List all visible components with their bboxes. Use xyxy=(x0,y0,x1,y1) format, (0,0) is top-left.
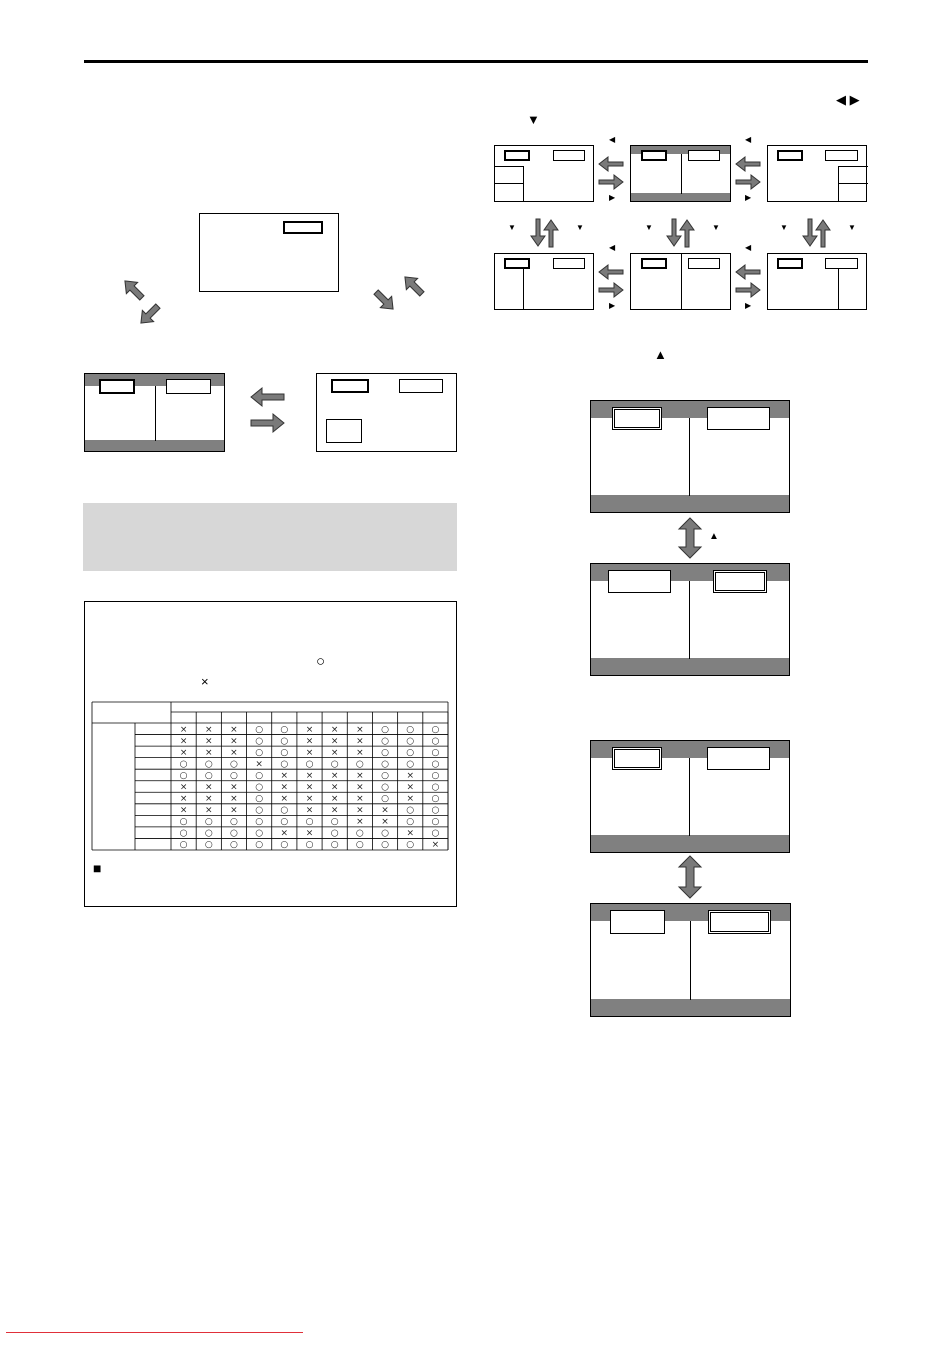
table-cell: ○ xyxy=(230,759,238,770)
table-cell: ○ xyxy=(280,805,289,816)
table-cell: ○ xyxy=(255,828,264,839)
screen-label-box xyxy=(399,379,443,393)
table-cell: ○ xyxy=(406,805,415,816)
table-cell: ○ xyxy=(204,817,213,828)
table-cell: ○ xyxy=(204,840,213,851)
table-cell: × xyxy=(179,805,188,816)
table-cell: × xyxy=(431,840,440,851)
screen-label-box xyxy=(641,150,667,161)
table-cell: ○ xyxy=(431,770,440,781)
table-cell: × xyxy=(230,747,238,758)
table-cell: ○ xyxy=(255,794,264,805)
screen-label-box-selected xyxy=(713,570,767,593)
table-cell: ○ xyxy=(406,817,415,828)
screen-label-box xyxy=(504,150,530,161)
table-cell: × xyxy=(305,770,314,781)
table-cell: ○ xyxy=(255,782,264,793)
screen-label-box xyxy=(777,258,803,269)
table-cell: × xyxy=(204,747,213,758)
table-cell: × xyxy=(179,782,188,793)
small-down-marker: ▼ xyxy=(645,223,653,232)
screen-label-box xyxy=(825,258,858,269)
table-cell: ○ xyxy=(280,724,289,735)
small-right-marker: ▶ xyxy=(609,193,616,202)
table-cell: ○ xyxy=(280,747,289,758)
table-cell: × xyxy=(305,782,314,793)
table-cell: ○ xyxy=(431,736,440,747)
table-cell: × xyxy=(230,805,238,816)
cycle-screen-4 xyxy=(494,253,594,310)
screen-label-box xyxy=(707,407,770,430)
table-cell: ○ xyxy=(179,840,188,851)
table-cell: × xyxy=(330,747,339,758)
table-cell: × xyxy=(204,724,213,735)
cross-mark-legend: × xyxy=(201,674,209,689)
table-cell: × xyxy=(204,805,213,816)
screen-label-box xyxy=(504,258,530,269)
small-right-marker: ▶ xyxy=(745,193,752,202)
screen-divider xyxy=(155,386,156,441)
screen-divider xyxy=(838,166,868,167)
screen-divider xyxy=(495,166,523,167)
swap-screen-4 xyxy=(590,903,791,1017)
table-cell: ○ xyxy=(431,759,440,770)
table-cell: × xyxy=(356,782,364,793)
down-arrow-icon: ▼ xyxy=(527,112,540,127)
small-down-marker: ▼ xyxy=(712,223,720,232)
table-cell: ○ xyxy=(179,770,188,781)
table-cell: × xyxy=(305,724,314,735)
square-bullet-icon: ■ xyxy=(93,860,102,876)
table-cell: ○ xyxy=(330,840,339,851)
cycle-arrows-h-3-icon xyxy=(598,262,626,300)
table-cell: × xyxy=(356,724,364,735)
small-left-marker: ◀ xyxy=(609,135,616,144)
table-cell: ○ xyxy=(355,840,364,851)
table-cell: ○ xyxy=(230,840,238,851)
table-cell: × xyxy=(280,782,289,793)
table-cell: ○ xyxy=(255,724,264,735)
table-cell: ○ xyxy=(280,840,289,851)
table-cell: × xyxy=(330,736,339,747)
table-cell: ○ xyxy=(305,840,314,851)
screen-split-left xyxy=(84,373,225,452)
screen-label-box xyxy=(688,150,720,161)
table-cell: ○ xyxy=(255,840,264,851)
header-rule xyxy=(84,60,868,63)
table-cell: ○ xyxy=(381,840,389,851)
table-cell: × xyxy=(204,794,213,805)
small-right-marker: ▶ xyxy=(609,301,616,310)
table-cell: ○ xyxy=(406,747,415,758)
table-cell: × xyxy=(406,828,415,839)
screen-divider xyxy=(838,269,839,310)
table-cell: × xyxy=(330,782,339,793)
swap-screen-3 xyxy=(590,740,790,853)
table-cell: ○ xyxy=(305,817,314,828)
table-cell: ○ xyxy=(255,805,264,816)
table-cell: × xyxy=(356,736,364,747)
cycle-screen-5 xyxy=(630,253,731,310)
table-cell: × xyxy=(381,805,389,816)
table-cell: ○ xyxy=(406,840,415,851)
small-left-marker: ◀ xyxy=(745,135,752,144)
screen-label-box xyxy=(825,150,858,161)
table-cell: ○ xyxy=(230,770,238,781)
screen-divider xyxy=(689,418,690,496)
diagonal-arrows-right-icon xyxy=(372,270,428,318)
table-cell: ○ xyxy=(255,817,264,828)
up-arrow-icon: ▲ xyxy=(654,347,667,362)
screen-divider xyxy=(838,166,839,202)
screen-label-box xyxy=(707,747,770,770)
swap-screen-2 xyxy=(590,563,790,676)
table-cell: × xyxy=(305,794,314,805)
screen-label-box xyxy=(608,570,671,593)
table-cell: ○ xyxy=(381,724,389,735)
table-cell: × xyxy=(255,759,263,770)
cycle-arrows-h-1-icon xyxy=(598,154,626,192)
table-cell: ○ xyxy=(204,770,213,781)
table-cell: ○ xyxy=(179,817,188,828)
table-cell: ○ xyxy=(355,759,364,770)
horizontal-arrows-icon xyxy=(248,384,288,434)
table-cell: × xyxy=(179,736,188,747)
table-cell: ○ xyxy=(355,828,364,839)
table-cell: × xyxy=(230,724,238,735)
table-cell: ○ xyxy=(204,828,213,839)
table-cell: ○ xyxy=(406,736,415,747)
screen-divider xyxy=(690,921,691,1000)
table-cell: × xyxy=(305,736,314,747)
note-panel xyxy=(83,503,457,571)
table-cell: × xyxy=(230,736,238,747)
screen-label-box xyxy=(166,379,211,394)
screen-label-box xyxy=(283,221,323,234)
screen-bottom-bar xyxy=(591,999,790,1016)
table-cell: ○ xyxy=(381,782,389,793)
table-cell: ○ xyxy=(381,736,389,747)
table-cell: ○ xyxy=(431,782,440,793)
screen-divider xyxy=(689,581,690,659)
table-cell: × xyxy=(305,805,314,816)
table-cell: × xyxy=(356,817,364,828)
table-cell: ○ xyxy=(381,759,389,770)
screen-label-box-selected xyxy=(708,910,771,934)
table-cell: × xyxy=(356,747,364,758)
swap-arrows-1-icon xyxy=(675,517,705,559)
table-cell: × xyxy=(179,724,188,735)
screen-divider xyxy=(523,166,524,202)
table-cell: ○ xyxy=(431,828,440,839)
table-cell: × xyxy=(406,794,415,805)
table-cell: ○ xyxy=(431,794,440,805)
screen-label-box xyxy=(641,258,667,269)
circle-mark-legend: ○ xyxy=(316,653,326,670)
screen-label-box-selected xyxy=(612,747,662,770)
table-cell: × xyxy=(330,770,339,781)
screen-label-box xyxy=(777,150,803,161)
small-down-marker: ▼ xyxy=(576,223,584,232)
screen-bottom-bar xyxy=(631,193,730,201)
small-down-marker: ▼ xyxy=(508,223,516,232)
screen-pip xyxy=(316,373,457,452)
table-cell: ○ xyxy=(280,817,289,828)
cycle-arrows-v-2-icon xyxy=(663,218,699,248)
cycle-screen-6 xyxy=(767,253,867,310)
cycle-screen-3 xyxy=(767,145,867,202)
table-cell: ○ xyxy=(280,736,289,747)
screen-label-box xyxy=(99,379,135,394)
screen-bottom-bar xyxy=(591,658,789,675)
table-cell: × xyxy=(280,828,289,839)
table-cell: × xyxy=(356,805,364,816)
table-cell: × xyxy=(356,770,364,781)
screen-label-box-selected xyxy=(612,407,662,430)
table-cell: × xyxy=(179,747,188,758)
table-cell: ○ xyxy=(330,817,339,828)
table-cell: × xyxy=(280,770,289,781)
screen-single xyxy=(199,213,339,292)
table-cell: × xyxy=(230,794,238,805)
compatibility-table xyxy=(92,702,448,850)
table-cell: ○ xyxy=(230,817,238,828)
screen-label-box xyxy=(610,910,665,934)
cycle-screen-1 xyxy=(494,145,594,202)
screen-divider xyxy=(523,269,524,310)
table-cell: ○ xyxy=(179,828,188,839)
table-cell: × xyxy=(305,828,314,839)
left-right-arrows-icon: ◀ ▶ xyxy=(836,92,860,107)
footer-rule xyxy=(6,1332,303,1333)
table-cell: ○ xyxy=(406,724,415,735)
screen-divider xyxy=(495,183,523,184)
screen-divider xyxy=(681,154,682,194)
table-cell: × xyxy=(330,794,339,805)
table-cell: × xyxy=(179,794,188,805)
table-cell: × xyxy=(305,747,314,758)
small-left-marker: ◀ xyxy=(609,243,616,252)
table-cell: ○ xyxy=(255,747,264,758)
table-cell: × xyxy=(204,736,213,747)
swap-arrows-2-icon xyxy=(675,855,705,899)
table-cell: ○ xyxy=(431,817,440,828)
diagonal-arrows-left-icon xyxy=(118,272,168,332)
table-cell: ○ xyxy=(406,759,415,770)
swap-screen-1 xyxy=(590,400,790,513)
screen-bottom-bar xyxy=(591,495,789,512)
small-up-marker: ▲ xyxy=(709,531,719,542)
table-cell: ○ xyxy=(381,794,389,805)
cycle-arrows-h-2-icon xyxy=(735,154,763,192)
screen-label-box xyxy=(688,258,720,269)
table-cell: × xyxy=(280,794,289,805)
table-cell: ○ xyxy=(255,770,264,781)
table-cell: ○ xyxy=(381,828,389,839)
small-right-marker: ▶ xyxy=(745,301,752,310)
table-cell: × xyxy=(204,782,213,793)
table-cell: × xyxy=(406,770,415,781)
table-cell: ○ xyxy=(230,828,238,839)
table-cell: ○ xyxy=(381,747,389,758)
cycle-screen-2 xyxy=(630,145,731,202)
cycle-arrows-v-3-icon xyxy=(799,218,835,248)
table-cell: ○ xyxy=(179,759,188,770)
screen-bottom-bar xyxy=(591,835,789,852)
table-cell: × xyxy=(406,782,415,793)
table-cell: × xyxy=(330,724,339,735)
pip-subwindow xyxy=(326,419,362,443)
small-down-marker: ▼ xyxy=(780,223,788,232)
table-cell: ○ xyxy=(255,736,264,747)
table-cell: ○ xyxy=(431,747,440,758)
screen-label-box xyxy=(553,150,585,161)
table-cell: ○ xyxy=(381,770,389,781)
screen-divider xyxy=(689,758,690,836)
table-cell: ○ xyxy=(305,759,314,770)
screen-divider xyxy=(681,254,682,310)
screen-label-box xyxy=(331,379,369,393)
table-cell: ○ xyxy=(330,759,339,770)
cycle-arrows-h-4-icon xyxy=(735,262,763,300)
table-cell: ○ xyxy=(204,759,213,770)
small-left-marker: ◀ xyxy=(745,243,752,252)
table-cell: ○ xyxy=(431,805,440,816)
cycle-arrows-v-1-icon xyxy=(527,218,563,248)
table-cell: ○ xyxy=(431,724,440,735)
table-cell: × xyxy=(330,805,339,816)
screen-bottom-bar xyxy=(85,440,224,451)
table-cell: ○ xyxy=(280,759,289,770)
table-cell: × xyxy=(230,782,238,793)
table-cell: × xyxy=(381,817,389,828)
screen-label-box xyxy=(553,258,585,269)
small-down-marker: ▼ xyxy=(848,223,856,232)
table-cell: ○ xyxy=(330,828,339,839)
table-cell: × xyxy=(356,794,364,805)
screen-divider xyxy=(838,183,868,184)
